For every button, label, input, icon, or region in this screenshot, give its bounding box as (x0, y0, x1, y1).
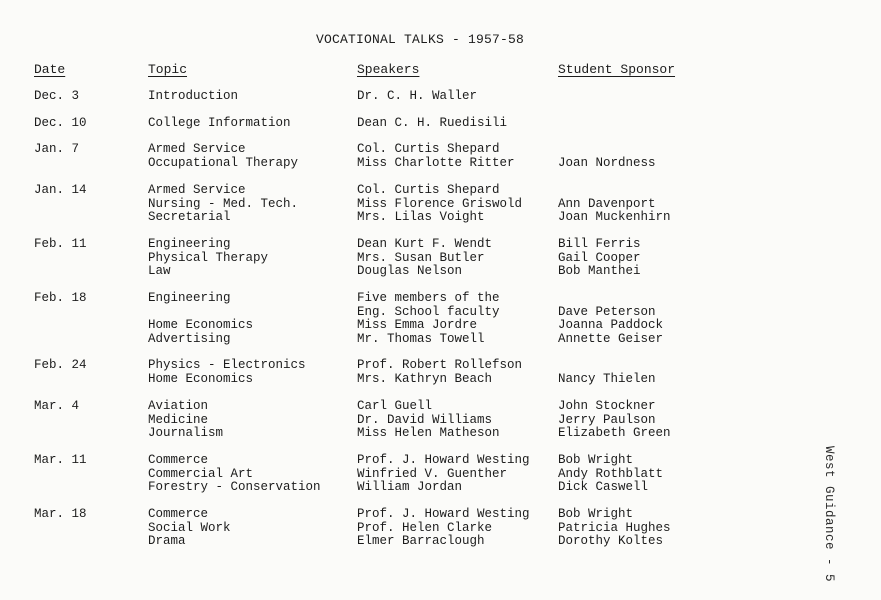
row-speakers (357, 292, 500, 346)
sponsor-line: Bob Wright (558, 507, 634, 521)
sponsor-line: Joan Muckenhirn (558, 210, 671, 224)
sponsor-line: Ann Davenport (558, 196, 656, 211)
speaker-line: Dean Kurt F. Wendt (357, 237, 493, 251)
row-sponsors (558, 508, 671, 549)
topic-line: Physical Therapy (148, 250, 269, 265)
sponsor-line (558, 184, 671, 198)
row-date: Mar. 11 (34, 453, 87, 467)
sponsor-line: Bob Wright (558, 453, 634, 467)
speaker-line: Mrs. Kathryn Beach (357, 371, 493, 386)
side-margin-note: West Guidance - 5 (822, 446, 836, 583)
row-topics (148, 238, 268, 279)
speaker-line: Col. Curtis Shepard (357, 183, 500, 197)
blank-line (148, 306, 253, 320)
speaker-line: Dr. C. H. Waller (357, 89, 478, 103)
header-topic: Topic (148, 62, 188, 77)
row-topics (148, 359, 306, 386)
topic-line: Home Economics (148, 318, 254, 332)
sponsor-line: Elizabeth Green (558, 426, 671, 440)
row-speakers (357, 508, 530, 549)
row-date: Dec. 10 (34, 116, 87, 130)
topic-line: Medicine (148, 412, 209, 427)
row-speakers (357, 359, 522, 386)
topic-line: Occupational Therapy (148, 155, 299, 170)
row-speakers (357, 238, 492, 279)
topic-line: Journalism (148, 426, 224, 440)
speaker-line: Col. Curtis Shepard (357, 142, 500, 156)
row-speakers (357, 143, 515, 170)
speaker-line: Carl Guell (357, 399, 433, 413)
sponsor-line: Nancy Thielen (558, 371, 656, 386)
sponsor-line: Jerry Paulson (558, 412, 656, 427)
row-topics (148, 90, 238, 104)
sponsor-line: Dorothy Koltes (558, 534, 664, 548)
header-date: Date (34, 62, 66, 77)
sponsor-line: Joanna Paddock (558, 318, 664, 332)
sponsor-line: Patricia Hughes (558, 520, 671, 535)
topic-line: Engineering (148, 237, 231, 251)
row-topics (148, 508, 231, 549)
row-date: Feb. 11 (34, 237, 87, 251)
sponsor-line: Gail Cooper (558, 250, 641, 265)
row-speakers (357, 184, 522, 225)
speaker-line: Mr. Thomas Towell (357, 331, 485, 346)
row-speakers (357, 117, 507, 131)
topic-line: Engineering (148, 291, 231, 305)
row-topics (148, 454, 321, 495)
header-speakers: Speakers (357, 62, 420, 77)
topic-line: Secretarial (148, 210, 231, 224)
topic-line: Home Economics (148, 371, 254, 386)
speaker-line: Winfried V. Guenther (357, 466, 508, 481)
topic-line: Physics - Electronics (148, 358, 306, 372)
page-title: VOCATIONAL TALKS - 1957-58 (316, 32, 525, 47)
row-sponsors (558, 454, 663, 495)
row-speakers (357, 90, 477, 104)
row-date: Jan. 14 (34, 183, 87, 197)
row-sponsors (558, 400, 671, 441)
row-date: Dec. 3 (34, 89, 80, 103)
speaker-line: Miss Florence Griswold (357, 196, 523, 211)
topic-line: Forestry - Conservation (148, 480, 321, 494)
sponsor-line: Joan Nordness (558, 155, 656, 170)
row-sponsors (558, 143, 656, 170)
row-date: Mar. 4 (34, 399, 80, 413)
speaker-line: Elmer Barraclough (357, 534, 485, 548)
speaker-line: Prof. Helen Clarke (357, 520, 493, 535)
row-sponsors (558, 292, 663, 346)
speaker-line: Douglas Nelson (357, 264, 463, 278)
row-speakers (357, 454, 530, 495)
sponsor-line (558, 359, 656, 373)
sponsor-line (558, 143, 656, 157)
row-speakers (357, 400, 500, 441)
row-topics (148, 184, 298, 225)
header-student-sponsor: Student Sponsor (558, 62, 676, 77)
topic-line: Nursing - Med. Tech. (148, 196, 299, 211)
speaker-line: Miss Helen Matheson (357, 426, 500, 440)
topic-line: Social Work (148, 520, 231, 535)
row-topics (148, 292, 253, 346)
sponsor-line: Dick Caswell (558, 480, 649, 494)
row-date: Jan. 7 (34, 142, 80, 156)
row-topics (148, 400, 223, 441)
speaker-line: Dr. David Williams (357, 412, 493, 427)
speaker-line: Mrs. Susan Butler (357, 250, 485, 265)
topic-line: Armed Service (148, 183, 246, 197)
topic-line: Armed Service (148, 142, 246, 156)
topic-line: Commerce (148, 507, 209, 521)
topic-line: Commerce (148, 453, 209, 467)
row-sponsors (558, 359, 656, 386)
speaker-line: Prof. Robert Rollefson (357, 358, 523, 372)
topic-line: Law (148, 264, 171, 278)
speaker-line: Mrs. Lilas Voight (357, 210, 485, 224)
row-sponsors (558, 184, 671, 225)
sponsor-line: Dave Peterson (558, 304, 656, 319)
speaker-line: Five members of the (357, 291, 500, 305)
sponsor-line: Andy Rothblatt (558, 466, 664, 481)
speaker-line: Eng. School faculty (357, 304, 500, 319)
row-topics (148, 143, 298, 170)
sponsor-line: Bill Ferris (558, 237, 641, 251)
speaker-line: Miss Emma Jordre (357, 318, 478, 332)
topic-line: Aviation (148, 399, 209, 413)
row-date: Feb. 18 (34, 291, 87, 305)
topic-line: Advertising (148, 331, 231, 346)
row-topics (148, 117, 291, 131)
sponsor-line: Annette Geiser (558, 331, 664, 346)
topic-line: Drama (148, 534, 186, 548)
sponsor-line: John Stockner (558, 399, 656, 413)
speaker-line: William Jordan (357, 480, 463, 494)
sponsor-line (558, 292, 663, 306)
row-sponsors (558, 238, 641, 279)
topic-line: College Information (148, 116, 291, 130)
topic-line: Commercial Art (148, 466, 254, 481)
speaker-line: Miss Charlotte Ritter (357, 155, 515, 170)
topic-line: Introduction (148, 89, 239, 103)
speaker-line: Dean C. H. Ruedisili (357, 116, 508, 130)
speaker-line: Prof. J. Howard Westing (357, 453, 530, 467)
row-date: Feb. 24 (34, 358, 87, 372)
sponsor-line: Bob Manthei (558, 264, 641, 278)
row-date: Mar. 18 (34, 507, 87, 521)
speaker-line: Prof. J. Howard Westing (357, 507, 530, 521)
